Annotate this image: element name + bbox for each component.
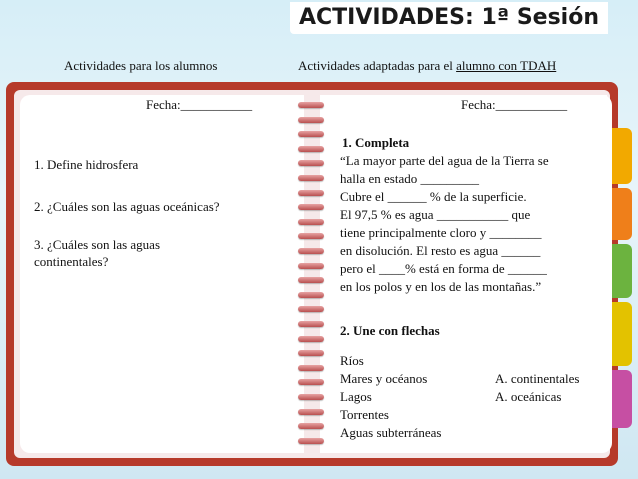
spiral-ring [298,306,324,312]
completa-line: en los polos y en los de las montañas.” [340,279,542,294]
fecha-left: Fecha:___________ [140,95,292,115]
spiral-ring [298,117,324,123]
spiral-ring [298,146,324,152]
tab-magenta [612,370,632,428]
spiral-ring [298,438,324,444]
subtitle-right [298,58,556,74]
subtitle-right-underlined: alumno con TDAH [456,58,557,73]
match-left-item: Torrentes [340,407,389,422]
spiral-ring [298,409,324,415]
completa-line: pero el ____% está en forma de ______ [340,261,547,276]
spiral-ring [298,365,324,371]
left-item-1: 1. Define hidrosfera [34,157,139,172]
spiral-ring [298,204,324,210]
spiral-ring [298,160,324,166]
spiral-ring [298,350,324,356]
completa-line: “La mayor parte del agua de la Tierra se [340,153,549,168]
tab-yellow [612,302,632,366]
spiral-binding [294,96,330,456]
completa-line: tiene principalmente cloro y ________ [340,225,542,240]
spiral-ring [298,394,324,400]
spiral-ring [298,233,324,239]
spiral-ring [298,263,324,269]
left-item-3: 3. ¿Cuáles son las aguas [34,237,161,252]
left-page [20,95,304,453]
spiral-ring [298,248,324,254]
spiral-ring [298,277,324,283]
match-right-item: A. oceánicas [495,389,562,404]
tab-orange-yellow [612,128,632,184]
match-left-item: Aguas subterráneas [340,425,442,440]
completa-line: Cubre el ______ % de la superficie. [340,189,527,204]
spiral-ring [298,190,324,196]
subtitle-right-prefix: Actividades adaptadas para el [298,58,457,73]
tab-green [612,244,632,298]
spiral-ring [298,423,324,429]
match-right-item: A. continentales [495,371,580,386]
match-left-item: Ríos [340,353,364,368]
spiral-ring [298,102,324,108]
subtitle-left: Actividades para los alumnos [64,58,218,73]
left-item-2: 2. ¿Cuáles son las aguas oceánicas? [34,199,220,214]
completa-title: 1. Completa [342,135,410,150]
spiral-ring [298,219,324,225]
spiral-ring [298,131,324,137]
match-left-item: Mares y océanos [340,371,428,386]
spiral-ring [298,175,324,181]
fecha-right: Fecha:___________ [455,95,607,115]
completa-line: en disolución. El resto es agua ______ [340,243,541,258]
spiral-ring [298,292,324,298]
page-title: ACTIVIDADES: 1ª Sesión [290,2,608,34]
tab-orange [612,188,632,240]
match-left-item: Lagos [340,389,372,404]
spiral-ring [298,336,324,342]
spiral-ring [298,321,324,327]
left-item-3-cont: continentales? [34,254,109,269]
spiral-ring [298,379,324,385]
flechas-title: 2. Une con flechas [340,323,440,338]
completa-line: El 97,5 % es agua ___________ que [340,207,531,222]
completa-line: halla en estado _________ [340,171,479,186]
